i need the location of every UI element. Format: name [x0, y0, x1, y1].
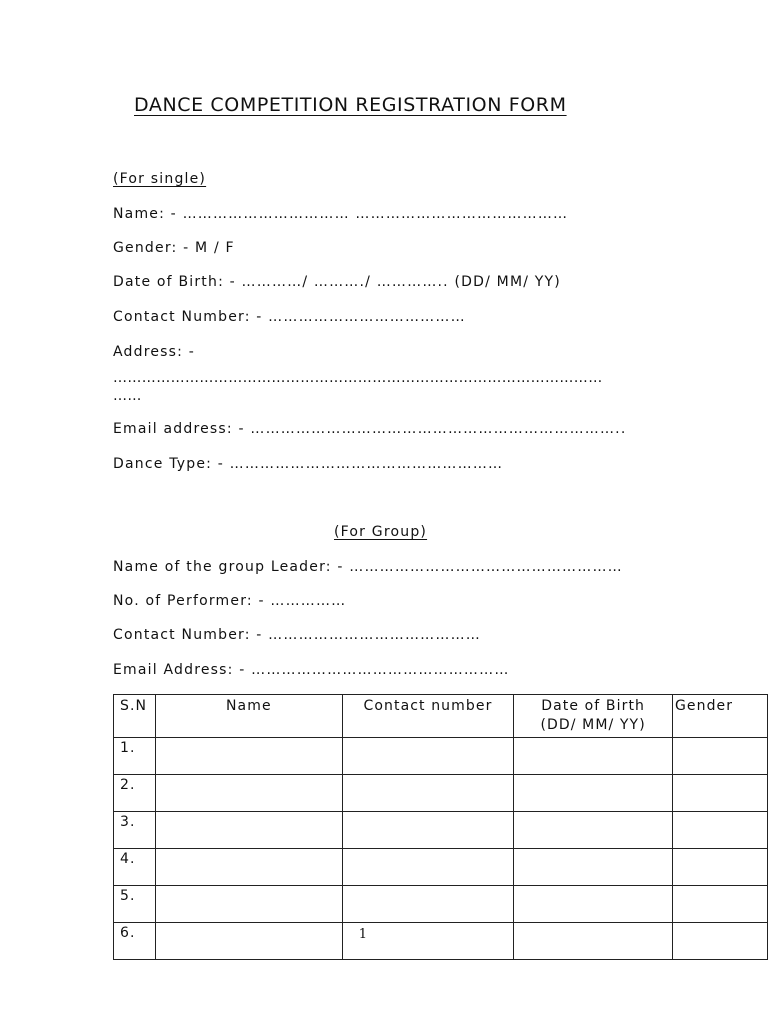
row-gender-cell[interactable] [673, 849, 768, 886]
row-serial: 6. [114, 923, 156, 960]
single-email-field: Email address: - ……………………………………………………………….. [113, 421, 627, 437]
header-gender [673, 695, 768, 738]
single-address-label: Address: - [113, 344, 195, 360]
row-serial: 5. [114, 886, 156, 923]
header-dob-format: (DD/ MM/ YY) [540, 717, 646, 733]
row-dob-cell[interactable] [514, 812, 673, 849]
row-serial: 2. [114, 775, 156, 812]
row-name-cell[interactable] [155, 923, 342, 960]
table-row [114, 849, 768, 886]
row-gender-cell[interactable] [673, 738, 768, 775]
table-row [114, 812, 768, 849]
table-header-row [114, 695, 768, 738]
row-name-cell[interactable] [155, 812, 342, 849]
row-contact-cell[interactable] [342, 886, 513, 923]
header-date-of-birth [514, 695, 673, 738]
single-gender-field: Gender: - M / F [113, 240, 235, 256]
row-name-cell[interactable] [155, 886, 342, 923]
row-name-cell[interactable] [155, 849, 342, 886]
single-address-dots-continued: …… [113, 388, 142, 404]
row-serial: 1. [114, 738, 156, 775]
row-contact-cell[interactable] [342, 849, 513, 886]
single-contact-field: Contact Number: - ………………………………… [113, 309, 466, 325]
header-gender-label: Gender [674, 698, 734, 714]
single-dob-field: Date of Birth: - …………/ ………./ ………….. (DD/ MM/ YY) [113, 274, 561, 290]
row-dob-cell[interactable] [514, 849, 673, 886]
row-contact-cell[interactable] [342, 923, 513, 960]
row-gender-cell[interactable] [673, 775, 768, 812]
group-performers-field: No. of Performer: - …………… [113, 593, 347, 609]
row-gender-cell[interactable] [673, 812, 768, 849]
row-dob-cell[interactable] [514, 775, 673, 812]
header-contact-number: Contact number [342, 695, 513, 738]
header-sn: S.N [114, 695, 156, 738]
single-dance-type-field: Dance Type: - ……………………………………………… [113, 456, 504, 472]
row-serial: 4. [114, 849, 156, 886]
form-title: DANCE COMPETITION REGISTRATION FORM [134, 94, 567, 116]
table-row [114, 775, 768, 812]
group-members-table [113, 694, 768, 960]
group-email-field: Email Address: - …………………………………………… [113, 662, 510, 678]
row-gender-cell[interactable] [673, 886, 768, 923]
table-row [114, 738, 768, 775]
single-name-field: Name: - …………………………… …………………………………… [113, 206, 569, 222]
row-serial: 3. [114, 812, 156, 849]
row-name-cell[interactable] [155, 738, 342, 775]
row-name-cell[interactable] [155, 775, 342, 812]
row-gender-cell[interactable] [673, 923, 768, 960]
single-section-heading: (For single) [113, 171, 207, 187]
group-leader-field: Name of the group Leader: - ……………………………………………… [113, 559, 623, 575]
row-dob-cell[interactable] [514, 886, 673, 923]
row-contact-cell[interactable] [342, 738, 513, 775]
single-address-dots-line: ………………………………………………………………………………………… [113, 370, 603, 386]
page-number: 1 [358, 927, 368, 942]
row-contact-cell[interactable] [342, 812, 513, 849]
row-dob-cell[interactable] [514, 923, 673, 960]
group-contact-field: Contact Number: - …………………………………… [113, 627, 481, 643]
table-row [114, 886, 768, 923]
row-contact-cell[interactable] [342, 775, 513, 812]
header-name: Name [155, 695, 342, 738]
table-row [114, 923, 768, 960]
row-dob-cell[interactable] [514, 738, 673, 775]
header-dob-label: Date of Birth [541, 698, 646, 714]
group-section-heading: (For Group) [334, 524, 428, 540]
